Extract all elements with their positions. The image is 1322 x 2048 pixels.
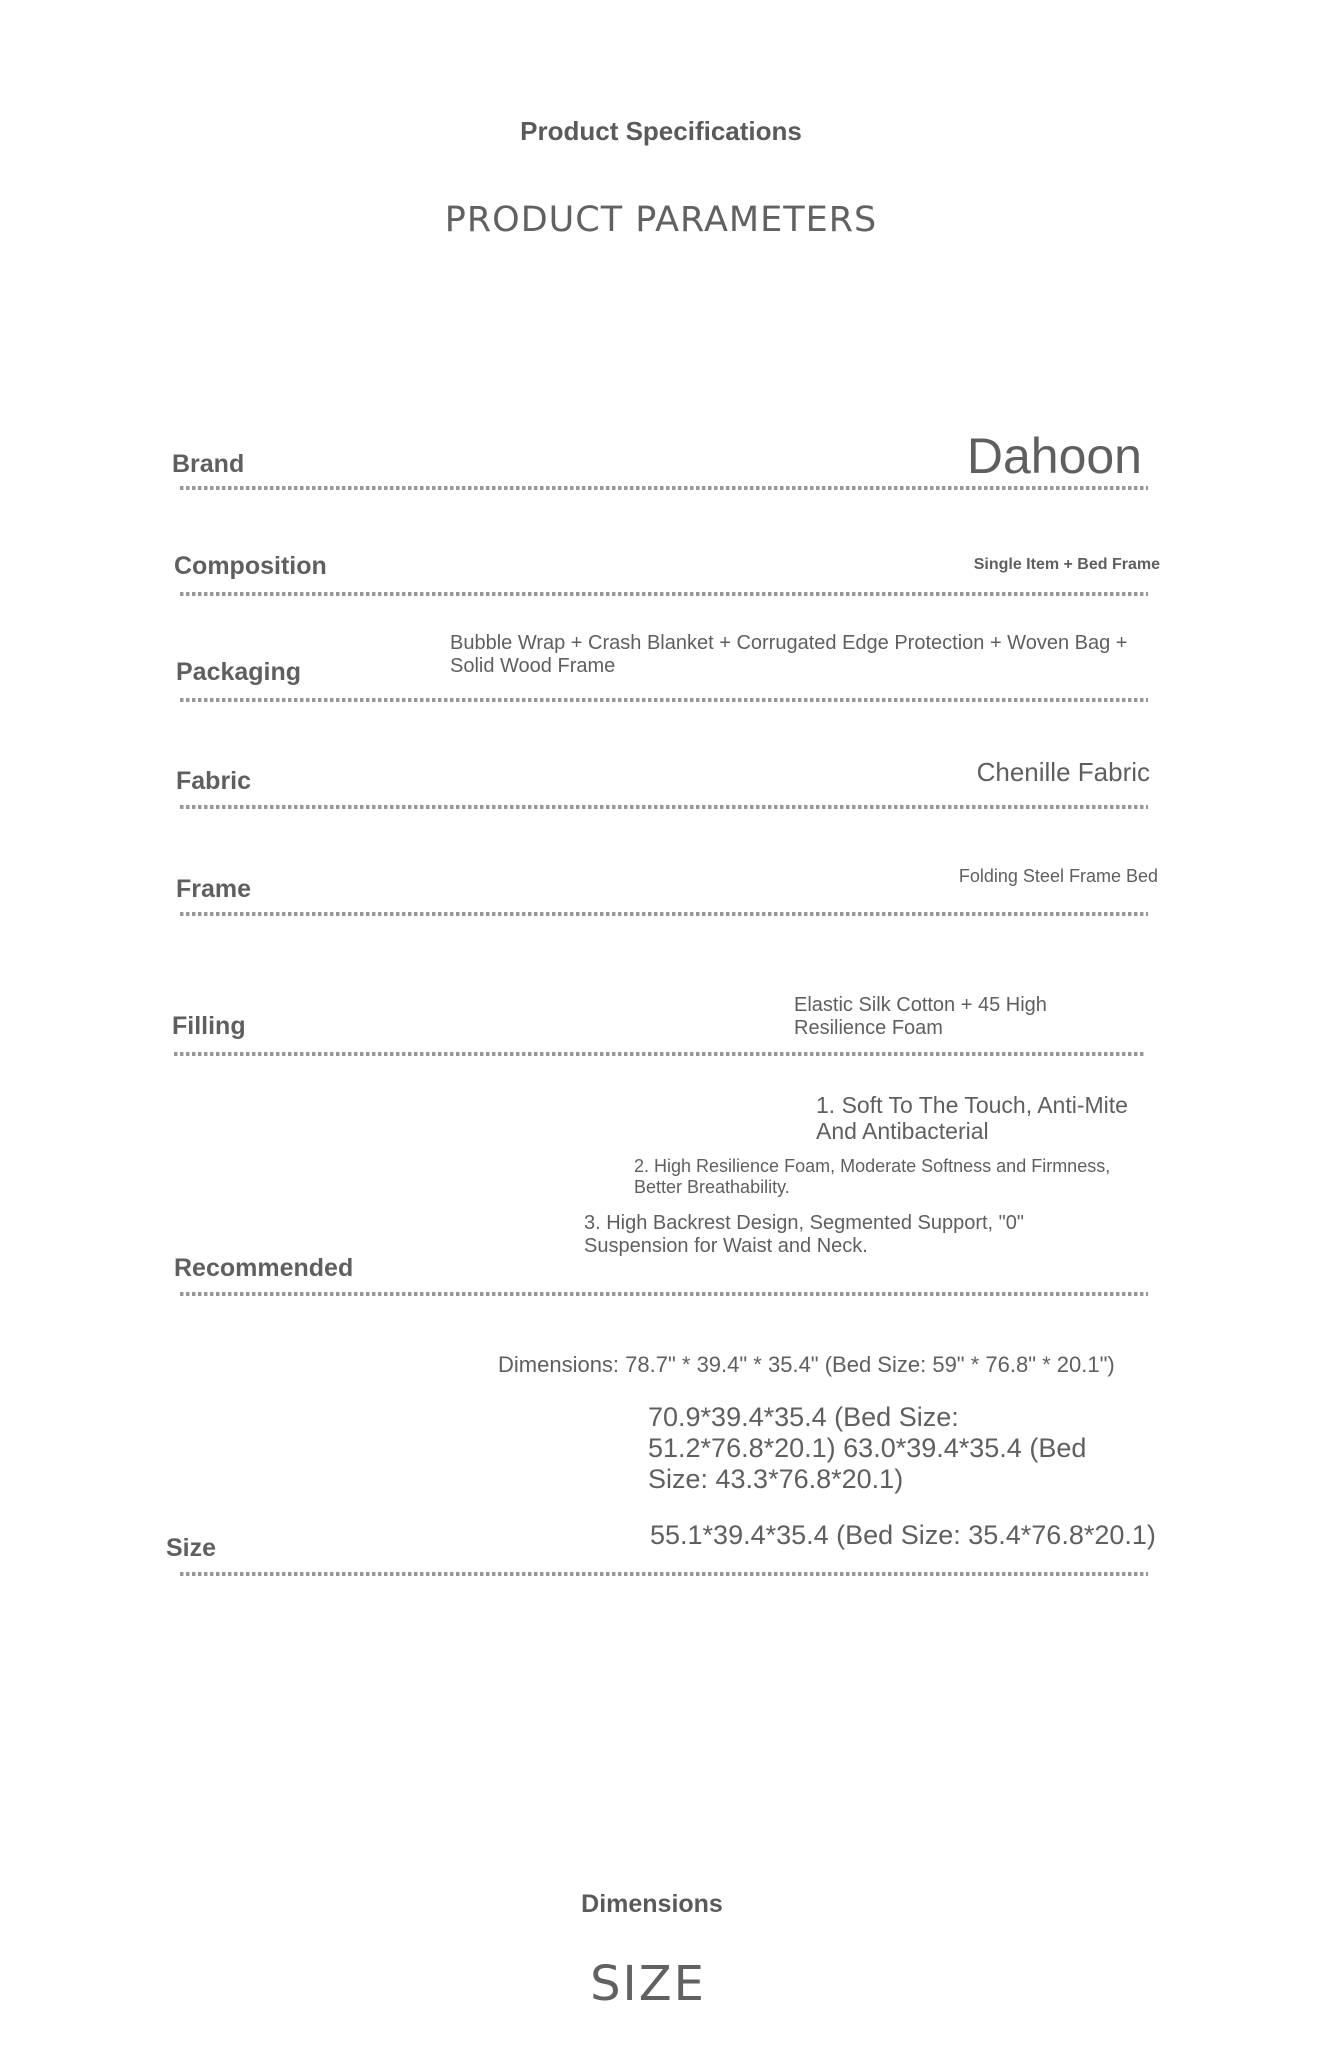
- frame-value: Folding Steel Frame Bed: [958, 866, 1158, 886]
- section-title: Dimensions: [581, 1890, 723, 1918]
- recommended-divider: [180, 1292, 1148, 1296]
- size-line-3: 55.1*39.4*35.4 (Bed Size: 35.4*76.8*20.1): [650, 1520, 1156, 1550]
- composition-value: Single Item + Bed Frame: [973, 556, 1160, 573]
- recommended-label: Recommended: [174, 1254, 354, 1282]
- section-subtitle: SIZE: [590, 1956, 706, 2012]
- fabric-label: Fabric: [176, 767, 252, 795]
- packaging-value: Bubble Wrap + Crash Blanket + Corrugated Edge Protection + Woven Bag + Solid Wood Frame: [450, 632, 1128, 677]
- fabric-divider: [180, 805, 1148, 809]
- recommended-item-2: 2. High Resilience Foam, Moderate Softness and Firmness, Better Breathability.: [634, 1156, 1111, 1197]
- brand-label: Brand: [172, 450, 245, 478]
- filling-value: Elastic Silk Cotton + 45 High Resilience Foam: [794, 994, 1047, 1039]
- fabric-value: Chenille Fabric: [976, 757, 1150, 787]
- frame-divider: [180, 912, 1148, 916]
- size-divider: [180, 1572, 1148, 1576]
- page-title: Product Specifications: [520, 116, 802, 146]
- filling-divider: [174, 1052, 1144, 1056]
- packaging-label: Packaging: [176, 658, 302, 686]
- recommended-item-3: 3. High Backrest Design, Segmented Support, "0" Suspension for Waist and Neck.: [584, 1212, 1024, 1257]
- size-label: Size: [166, 1534, 217, 1562]
- page-subtitle: PRODUCT PARAMETERS: [444, 200, 878, 240]
- filling-label: Filling: [172, 1012, 246, 1040]
- recommended-item-1: 1. Soft To The Touch, Anti-Mite And Antibacterial: [816, 1092, 1128, 1145]
- packaging-divider: [180, 698, 1148, 702]
- size-line-1: Dimensions: 78.7" * 39.4" * 35.4" (Bed Size: 59" * 76.8" * 20.1"): [498, 1352, 1115, 1377]
- frame-label: Frame: [176, 875, 252, 903]
- brand-value: Dahoon: [966, 428, 1142, 484]
- brand-divider: [180, 486, 1148, 490]
- size-line-2: 70.9*39.4*35.4 (Bed Size: 51.2*76.8*20.1) 63.0*39.4*35.4 (Bed Size: 43.3*76.8*20.1): [648, 1402, 1087, 1495]
- composition-divider: [180, 592, 1148, 596]
- composition-label: Composition: [174, 552, 327, 580]
